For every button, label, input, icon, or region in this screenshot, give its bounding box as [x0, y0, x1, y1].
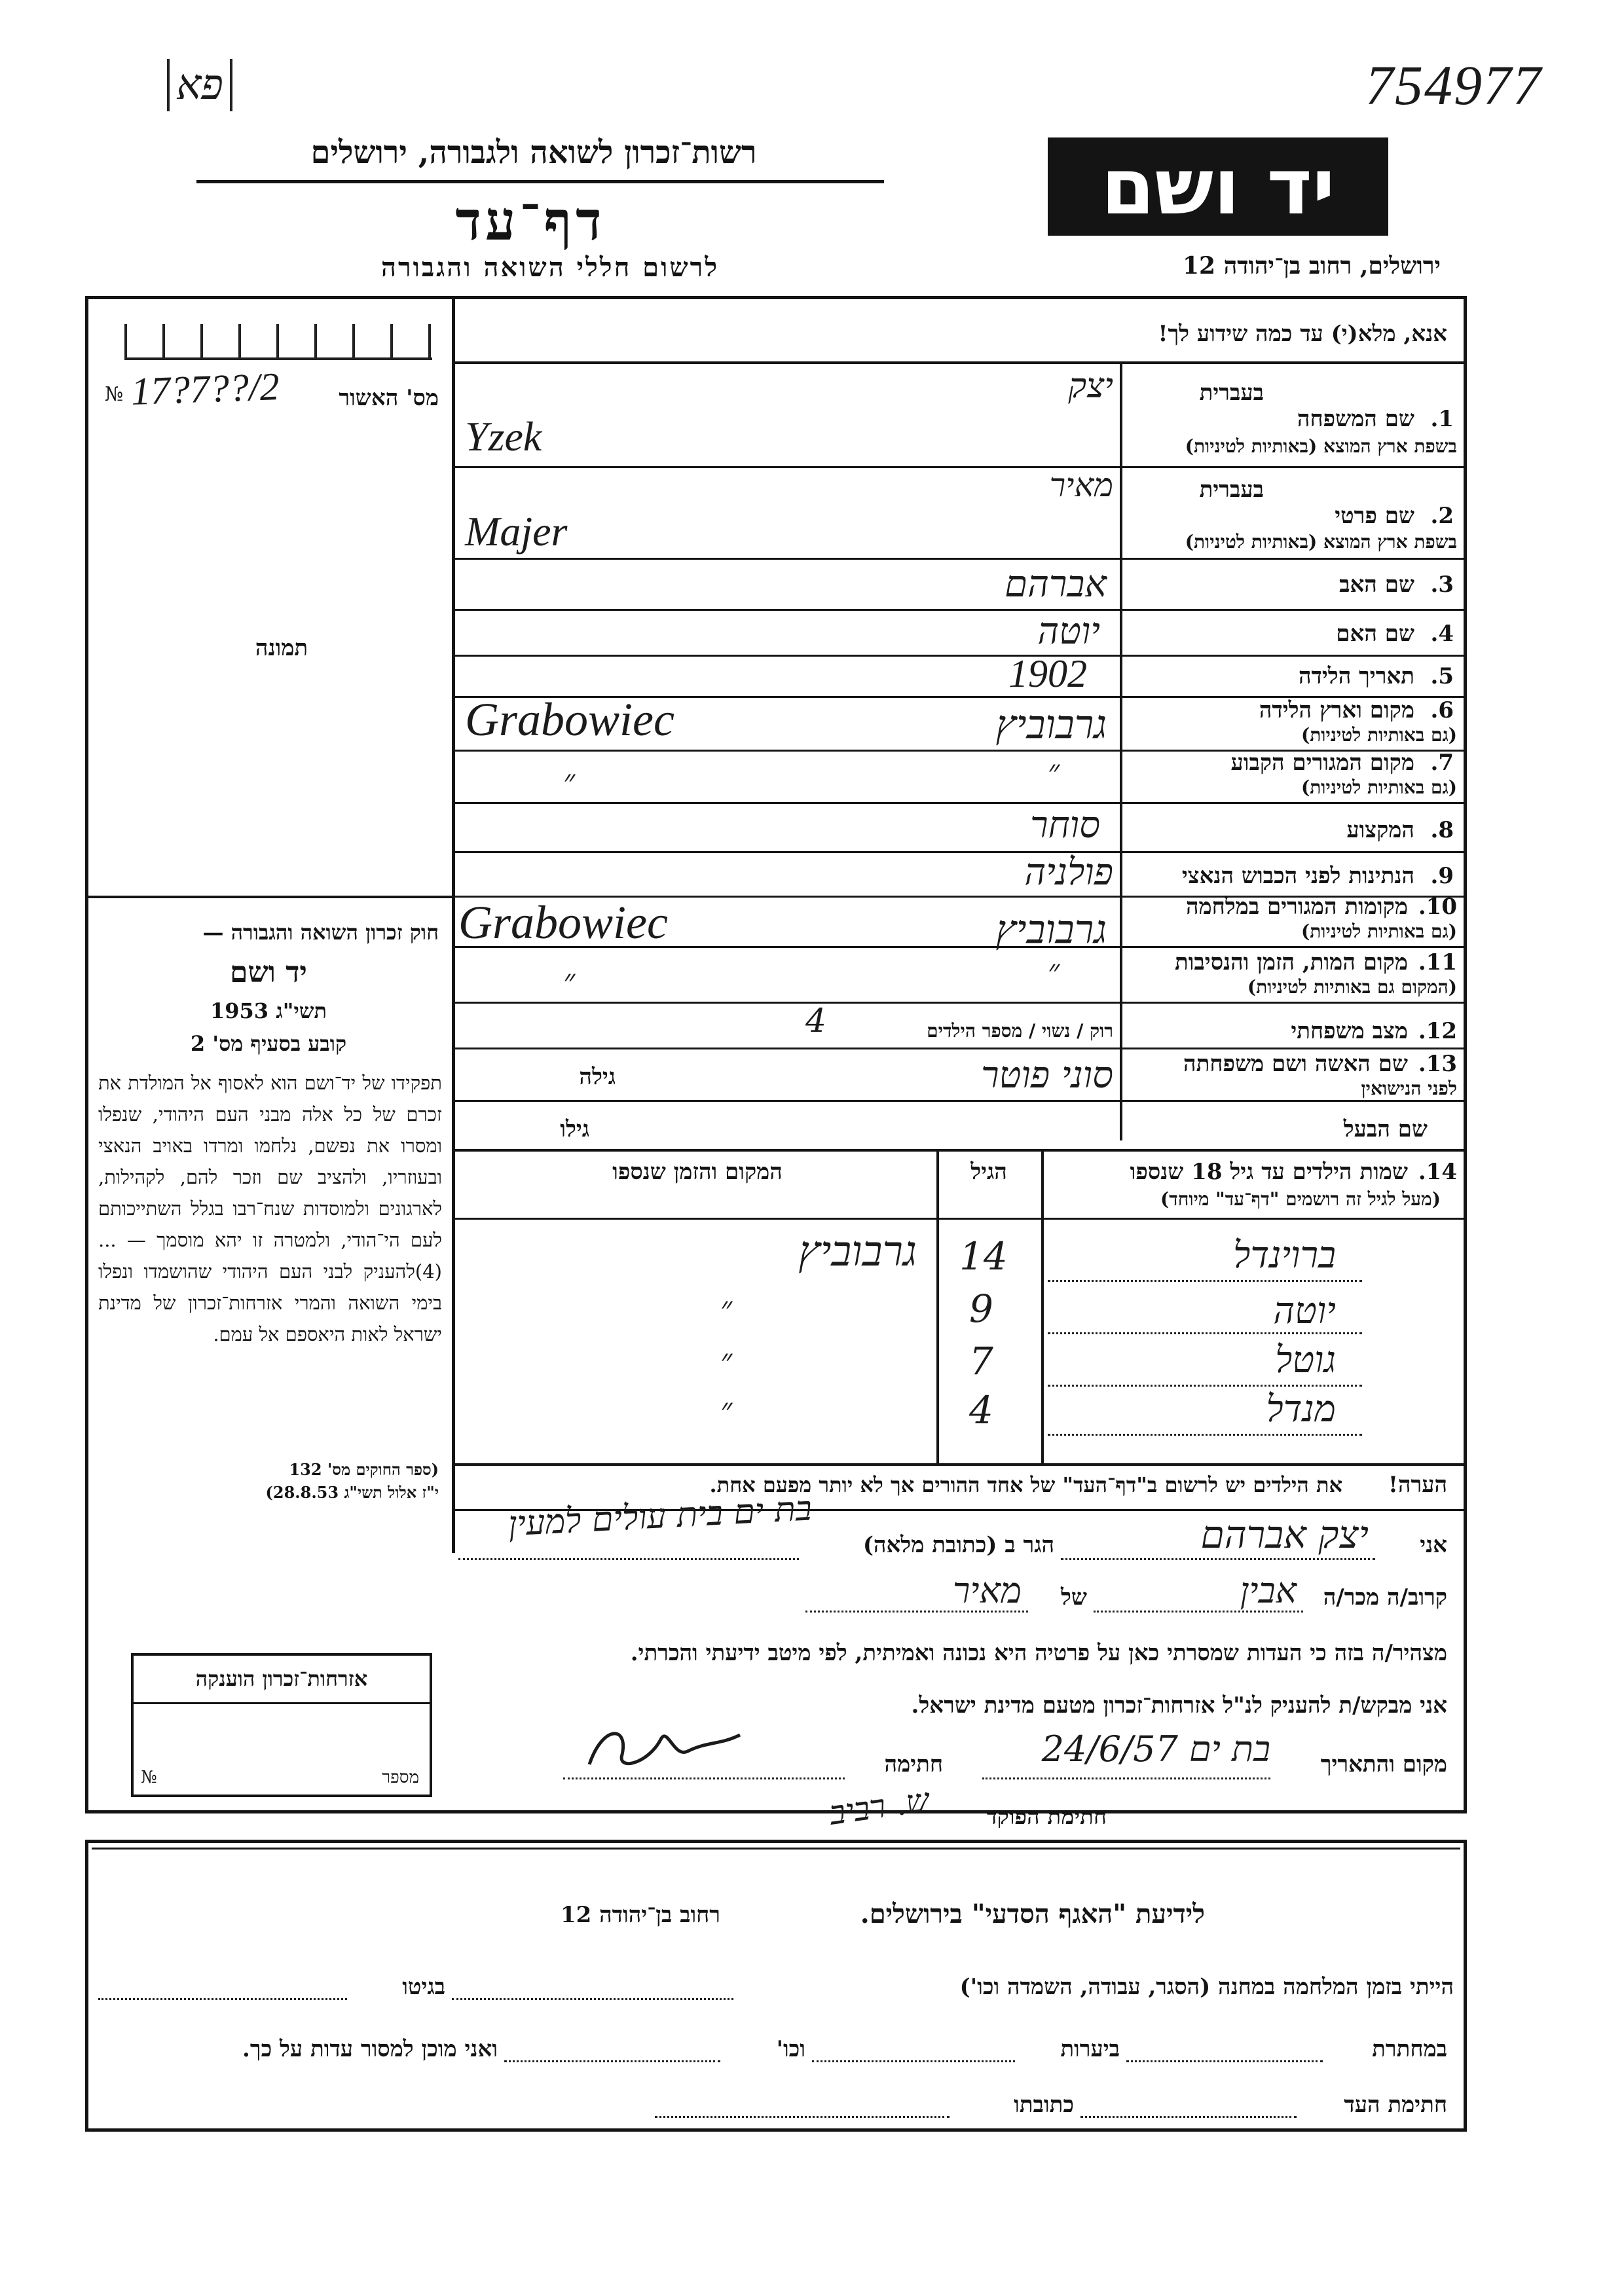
child-1-place: גרבוביץ — [798, 1228, 917, 1276]
child-4-name: מנדל — [1266, 1388, 1336, 1430]
field-11-label: מקום המות, הזמן והנסיבות — [1174, 949, 1408, 975]
approval-label: מס' האשור — [339, 385, 439, 411]
approval-no-mark: № — [105, 383, 124, 406]
declaration-statement: מצהיר/ה בזה כי העדות שמסרתי כאן על פרטיה היא נכונה ואמיתית, לפי מיטב ידיעתי והכרתי. — [630, 1640, 1447, 1666]
declarant-name: יצק אברהם — [1200, 1512, 1369, 1557]
approval-number: 17?7??/2 — [130, 365, 280, 413]
children-col-divider-2 — [936, 1149, 939, 1463]
declarant-address: בת ים בית עולים למעין — [507, 1489, 813, 1544]
children-row-line-4 — [1048, 1434, 1362, 1436]
field-2-sublabel: בשפת ארץ המוצא (באותיות לטיניות) — [1185, 531, 1457, 553]
form-title: דף־עד — [455, 190, 606, 253]
field-6-value-hebrew: גרבוביץ — [995, 702, 1107, 748]
field-5-label: תאריך הלידה — [1298, 663, 1414, 689]
of-value: מאיר — [952, 1570, 1022, 1611]
field-11-sublabel: (המקום גם באותיות לטיניות) — [1247, 976, 1457, 998]
etc-label: וכו' — [776, 2036, 805, 2062]
field-1-label: שם המשפחה — [1297, 406, 1414, 432]
husband-age-label: גילו — [560, 1116, 589, 1142]
field-12-children-count: 4 — [805, 1002, 826, 1040]
underground-line-fill — [1126, 2060, 1323, 2062]
field-4-num: 4. — [1430, 621, 1454, 647]
bottom-double-rule — [92, 1848, 1460, 1850]
children-age-header: הגיל — [970, 1159, 1007, 1185]
place-date-value: בת ים 24/6/57 — [1041, 1728, 1270, 1770]
field-7-sublabel: (גם באותיות לטיניות) — [1301, 776, 1457, 798]
child-3-name: גוטל — [1275, 1339, 1336, 1381]
memorial-citizenship-title: אזרחות־זכרון הוענקה — [195, 1666, 368, 1691]
camp-line-fill — [452, 1998, 733, 2000]
children-header-line — [455, 1218, 1467, 1220]
field-11-num: 11. — [1418, 949, 1457, 975]
approval-barcode — [124, 324, 432, 360]
child-2-name: יוטה — [1273, 1290, 1336, 1332]
child-3-place: ״ — [720, 1342, 733, 1379]
witness-address-label: כתובתו — [1014, 2092, 1074, 2118]
field-6-sublabel: (גם באותיות לטיניות) — [1301, 724, 1457, 746]
field-1-value-latin: Yzek — [465, 413, 542, 460]
place-date-line — [982, 1777, 1270, 1779]
field-5-num: 5. — [1430, 663, 1454, 689]
signature-label: חתימה — [884, 1751, 943, 1777]
field-1-value-hebrew: יצק — [1068, 367, 1113, 406]
children-subtitle: (מעל לגיל זה רושמים "דף־עד" מיוחד) — [1160, 1188, 1441, 1210]
husband-label: שם הבעל — [1343, 1116, 1428, 1142]
law-source: (ספר החוקים מס' 132 — [289, 1460, 439, 1479]
row-line-2 — [455, 558, 1467, 560]
law-title: חוק זכרון השואה והגבורה — — [202, 920, 439, 945]
note-label: הערה! — [1388, 1472, 1447, 1498]
top-left-mark: פא — [167, 59, 232, 111]
place-date-label: מקום והתאריך — [1320, 1751, 1447, 1777]
field-8-num: 8. — [1430, 817, 1454, 843]
institution-name: רשות־זכרון לשואה ולגבורה, ירושלים — [310, 134, 757, 171]
field-13-num: 13. — [1418, 1051, 1457, 1077]
seal-number-label: מספר — [382, 1768, 419, 1787]
witness-section-address: רחוב בן־יהודה 12 — [560, 1902, 720, 1928]
field-3-num: 3. — [1430, 572, 1454, 598]
field-10-value-hebrew: גרבוביץ — [995, 907, 1107, 953]
row-line-4 — [455, 655, 1467, 657]
field-7-num: 7. — [1430, 750, 1454, 776]
relation-value: אבין — [1240, 1570, 1297, 1611]
field-13-value: סוני פוטר — [981, 1054, 1113, 1097]
child-2-place: ״ — [720, 1290, 733, 1326]
institution-underline — [196, 180, 884, 183]
field-2-hebrew-tag: בעברית — [1199, 477, 1264, 503]
field-8-label: המקצוע — [1346, 817, 1414, 843]
etc-line-fill — [504, 2060, 720, 2062]
children-place-header: המקום והזמן שנספו — [612, 1159, 783, 1185]
children-row-line-3 — [1048, 1385, 1362, 1387]
row-line-12 — [455, 1048, 1467, 1049]
field-13-age-label: גילה — [579, 1064, 616, 1090]
child-4-age: 4 — [969, 1388, 993, 1432]
row-line-14 — [455, 1149, 1467, 1152]
officer-signature-label: חתימת הפוקד — [986, 1804, 1107, 1830]
ready-to-testify: ואני מוכן למסור עדות על כך. — [242, 2036, 498, 2062]
officer-signature: ש. רביב — [826, 1781, 932, 1832]
field-11-value-latin: ״ — [563, 962, 576, 999]
field-1-hebrew-tag: בעברית — [1199, 380, 1264, 406]
seal-box-divider — [131, 1702, 432, 1704]
forests-line-fill — [812, 2060, 1015, 2062]
declarant-signature — [576, 1719, 747, 1777]
field-3-value: אברהם — [1005, 563, 1107, 606]
citizenship-request: אני מבקש/ת להעניק לנ"ל אזרחות־זכרון מטעם מדינת ישראל. — [911, 1692, 1447, 1719]
field-9-num: 9. — [1430, 863, 1454, 889]
of-label: של — [1061, 1584, 1087, 1611]
field-10-sublabel: (גם באותיות לטיניות) — [1301, 920, 1457, 942]
field-9-value: פולניה — [1024, 851, 1113, 894]
law-body: תפקידו של יד־ושם הוא לאסוף אל המולדת את זכרם של כל אלה מבני העם היהודי, שנפלו ומסרו את נפשם, נלחמו ומרדו באויב הנאצי ובעוזריו, ולהציב שם וזכר להם, לקהילות, לארגונים ולמוסדות שנח־רבו בגלל השתייכותם לעם הי־הודי, ולמטרה זו יהא מוסמך — ...(4)להעניק לבני העם היהודי שהושמדו ונפלו בימי השואה והמרי אזרחות־זכרון של מדינת ישראל לאות היאספם אל עמם. — [98, 1072, 442, 1345]
field-7-label: מקום המגורים הקבוע — [1230, 750, 1414, 776]
witness-section-title: לידיעת "האגף הסדעי" בירושלים. — [860, 1899, 1205, 1929]
photo-label: תמונה — [255, 635, 308, 661]
seal-no-mark: № — [141, 1768, 157, 1787]
record-number: 754977 — [1365, 54, 1542, 117]
field-13-label: שם האשה ושם משפחתה — [1183, 1051, 1408, 1077]
child-2-age: 9 — [969, 1286, 993, 1331]
field-12-num: 12. — [1418, 1018, 1457, 1044]
field-4-label: שם האם — [1336, 621, 1414, 647]
field-2-value-hebrew: מאיר — [1049, 466, 1113, 504]
field-8-value: סוחר — [1030, 804, 1100, 847]
field-3-label: שם האב — [1339, 572, 1414, 598]
field-7-value-latin: ״ — [563, 763, 576, 799]
field-9-label: הנתינות לפני הכבוש הנאצי — [1181, 863, 1414, 889]
field-2-value-latin: Majer — [465, 508, 568, 555]
children-row-line-1 — [1048, 1280, 1362, 1282]
law-top-divider — [85, 896, 455, 898]
field-12-options: רוק / נשוי / מספר הילדים — [927, 1020, 1113, 1042]
field-7-value-hebrew: ״ — [1048, 753, 1060, 790]
field-10-label: מקומות המגורים במלחמה — [1185, 894, 1408, 920]
children-row-line-2 — [1048, 1332, 1362, 1334]
child-3-age: 7 — [969, 1339, 993, 1383]
relation-label: קרוב/ה מכר/ה — [1323, 1584, 1447, 1611]
address-line — [458, 1558, 799, 1560]
institution-address: ירושלים, רחוב בן־יהודה 12 — [1182, 252, 1441, 280]
field-1-sublabel: בשפת ארץ המוצא (באותיות לטיניות) — [1185, 435, 1457, 457]
children-num: 14. — [1418, 1159, 1457, 1185]
field-2-num: 2. — [1430, 503, 1454, 529]
field-1-num: 1. — [1430, 406, 1454, 432]
camp-line-label: הייתי בזמן המלחמה במחנה (הסגר, עבודה, השמדה וכו') — [959, 1974, 1454, 2000]
child-1-name: ברוינדל — [1233, 1234, 1336, 1277]
children-title: שמות הילדים עד גיל 18 שנספו — [1130, 1159, 1408, 1185]
child-4-place: ״ — [720, 1391, 733, 1428]
fill-instructions: אנא, מלא(י) עד כמה שידוע לך! — [1158, 321, 1447, 347]
child-1-age: 14 — [959, 1234, 1008, 1279]
yad-vashem-logo: יד ושם — [1048, 137, 1388, 236]
field-6-label: מקום וארץ הלידה — [1259, 697, 1414, 723]
witness-signature-fill — [1080, 2116, 1297, 2118]
row-line-11 — [455, 1002, 1467, 1004]
field-2-label: שם פרטי — [1335, 503, 1414, 529]
field-10-value-latin: Grabowiec — [458, 896, 668, 949]
law-date: י"ז אלול תשי"ג 28.8.53) — [265, 1483, 439, 1502]
instructions-divider — [452, 361, 1467, 364]
left-column-divider — [452, 296, 455, 1553]
declarant-name-line — [1061, 1558, 1375, 1560]
children-col-divider-1 — [1041, 1149, 1044, 1463]
field-5-value: 1902 — [1008, 652, 1087, 695]
law-year: תשי"ג 1953 — [210, 998, 327, 1023]
note-text: את הילדים יש לרשום ב"דף־העד" של אחד ההורים אך לא יותר מפעם אחת. — [709, 1472, 1342, 1497]
field-10-num: 10. — [1418, 894, 1457, 920]
witness-address-fill — [655, 2116, 950, 2118]
field-6-value-latin: Grabowiec — [465, 693, 674, 746]
ghetto-label: בגיטו — [402, 1974, 445, 2000]
field-12-label: מצב משפחתי — [1291, 1018, 1408, 1044]
declaration-i-label: אני — [1420, 1532, 1447, 1558]
signature-line — [563, 1777, 845, 1779]
law-section: קובע בסעיף מס' 2 — [190, 1031, 347, 1056]
children-bottom-line — [455, 1463, 1467, 1466]
field-11-value-hebrew: ״ — [1048, 953, 1060, 989]
resides-label: הגר ב (כתובת מלאה) — [862, 1532, 1054, 1558]
witness-signature-label: חתימת העד — [1344, 2092, 1447, 2118]
forests-label: ביערות — [1060, 2036, 1120, 2062]
field-6-num: 6. — [1430, 697, 1454, 723]
form-subtitle: לרשום חללי השואה והגבורה — [380, 252, 720, 283]
ghetto-line-fill — [98, 1998, 347, 2000]
underground-label: במחתרת — [1372, 2036, 1447, 2062]
law-name: יד ושם — [230, 956, 307, 989]
field-4-value: יוטה — [1037, 610, 1100, 653]
field-13-sublabel: לפני הנישואין — [1361, 1078, 1457, 1099]
